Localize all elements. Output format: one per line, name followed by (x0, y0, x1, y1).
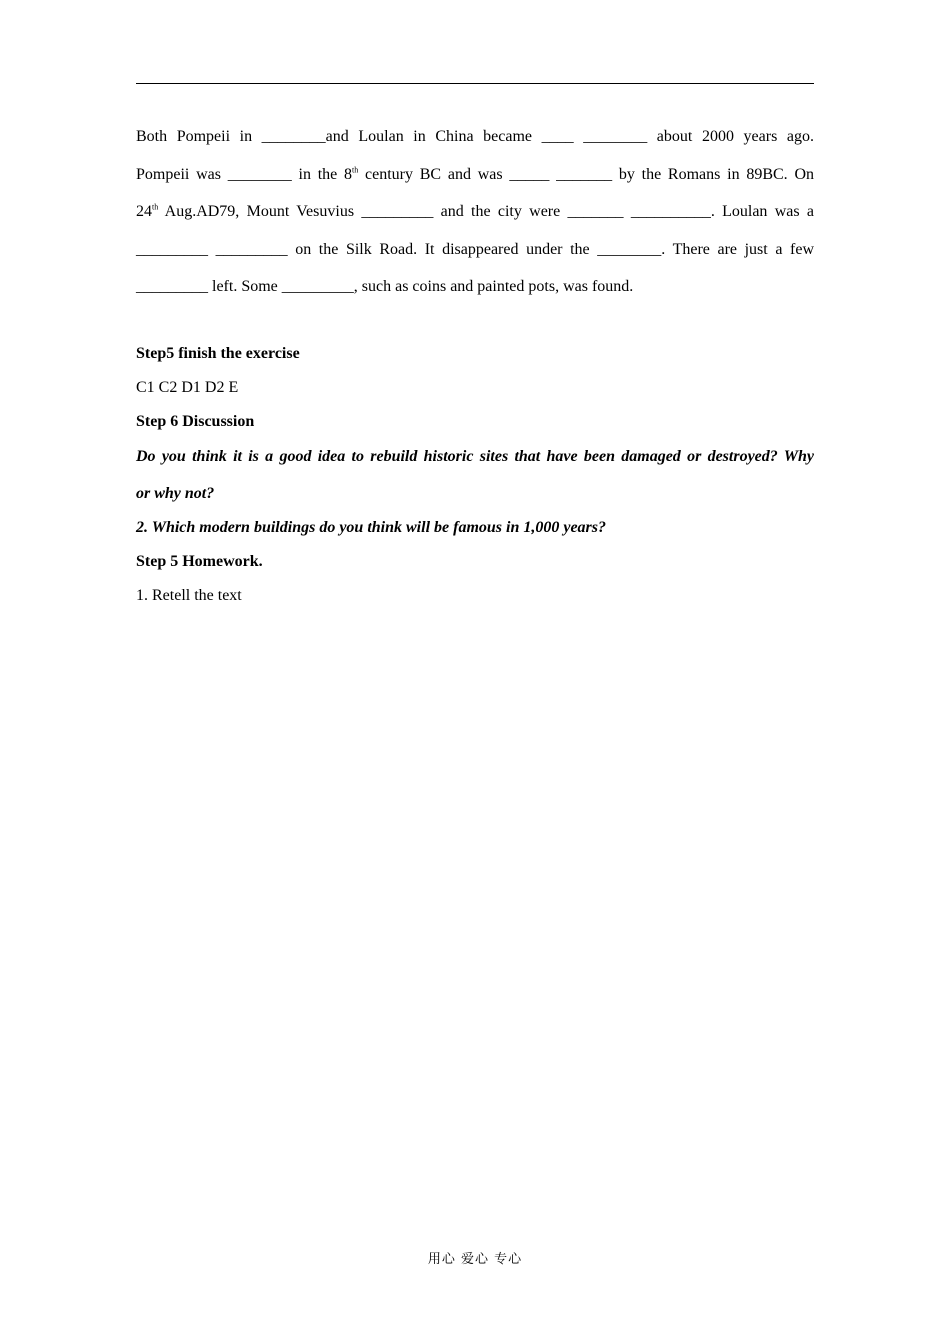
discussion-question-2: 2. Which modern buildings do you think will be famous in 1,000 years? (136, 519, 607, 536)
passage-line-3-text-a: 24 (136, 203, 152, 220)
homework-heading: Step 5 Homework. (136, 553, 263, 570)
passage-line-5 (136, 268, 814, 306)
passage-line-2-text-b: century BC and was _____ _______ by the Romans in 89BC. On (358, 165, 815, 183)
discussion-question-1-line-1: Do you think it is a good idea to rebuild historic sites that have been damaged or destroyed? Why (136, 448, 814, 465)
step5-heading: Step5 finish the exercise (136, 345, 300, 362)
page-footer: 用心 爱心 专心 (427, 1252, 523, 1267)
step6-heading: Step 6 Discussion (136, 413, 255, 430)
passage-line-4-text: _________ _________ on the Silk Road. It disappeared under the ________. There are just a few (136, 240, 814, 258)
ordinal-suffix: th (152, 202, 159, 212)
discussion-question-1-line-2: or why not? (136, 485, 215, 502)
passage-line-4 (136, 231, 814, 269)
passage-line-1-text: Both Pompeii in ________and Loulan in China became ____ ________ about 2000 years ago. (136, 128, 814, 145)
step5-answers: C1 C2 D1 D2 E (136, 379, 239, 396)
passage-line-3 (136, 193, 814, 231)
ordinal-suffix: th (352, 165, 359, 175)
homework-item-1: 1. Retell the text (136, 587, 242, 604)
header-rule (136, 83, 814, 84)
passage-line-5-text: _________ left. Some _________, such as coins and painted pots, was found. (136, 278, 634, 295)
passage-line-1 (136, 118, 814, 156)
passage-line-2-text-a: Pompeii was ________ in the 8 (136, 165, 353, 183)
fill-in-passage (136, 118, 814, 306)
passage-line-3-text-b: Aug.AD79, Mount Vesuvius _________ and the city were _______ __________. Loulan was a (158, 203, 814, 220)
passage-line-2 (136, 156, 814, 194)
